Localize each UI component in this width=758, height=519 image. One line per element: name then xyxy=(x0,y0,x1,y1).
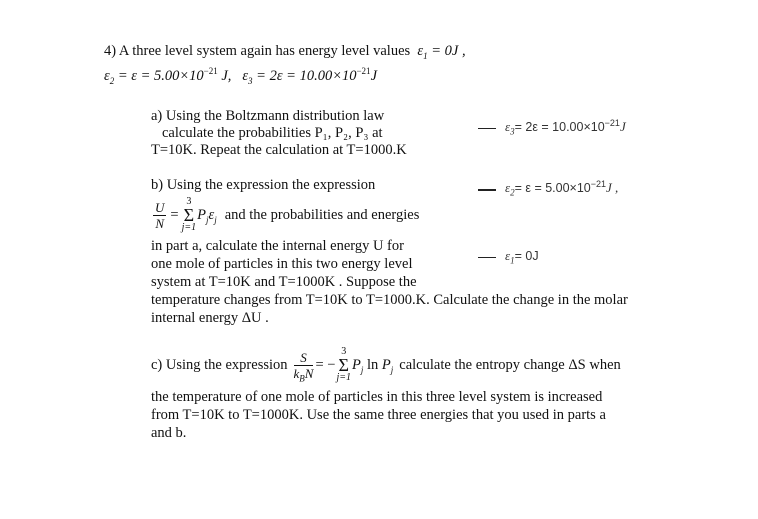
equals-minus: = − xyxy=(315,356,336,373)
epsilon-1-symbol: $\varepsilon_1$ xyxy=(413,43,428,61)
epsilon-3-symbol: $\varepsilon_3$ xyxy=(242,68,253,86)
part-c-line-3: from T=10K to T=1000K. Use the same three energies that you used in parts a xyxy=(151,407,606,423)
part-c-prefix: c) Using the expression xyxy=(151,356,288,373)
summation-symbol-c: 3 Σ j=1 xyxy=(336,346,351,383)
part-b-line-1: b) Using the expression the expression xyxy=(151,177,376,193)
level-2-line xyxy=(478,189,496,191)
sum-term: $P_j\varepsilon_j$ xyxy=(197,206,217,225)
equals-sign: = xyxy=(170,206,179,223)
problem-number: 4) xyxy=(104,43,117,59)
part-b-line-3: in part a, calculate the internal energy U for xyxy=(151,238,404,254)
epsilon-1-value: = 0J , xyxy=(431,43,466,59)
s-over-kbn-fraction: $\frac{S}{k_BN}$ xyxy=(293,349,314,384)
part-b-line-7: internal energy ΔU . xyxy=(151,310,269,326)
part-c-suffix: calculate the entropy change ΔS when xyxy=(399,356,621,373)
epsilon-2-unit: J, xyxy=(221,68,232,84)
u-over-n-fraction: $\frac{U}{N}$ xyxy=(155,199,165,231)
part-b-formula-line xyxy=(151,195,419,235)
level-2-label: $\varepsilon_2= \varepsilon = 5.00\times 10^{-21}J$ , xyxy=(505,178,619,198)
part-c-line-4: and b. xyxy=(151,425,187,441)
epsilon-3-unit: J xyxy=(370,68,377,84)
part-a-line-1: a) Using the Boltzmann distribution law xyxy=(151,108,385,124)
epsilon-2-value: = ε = 5.00×10 xyxy=(117,68,204,84)
part-c-formula-line xyxy=(151,344,621,386)
epsilon-2-exponent: −21 xyxy=(203,66,218,77)
level-3-label: $\varepsilon_3= 2\varepsilon = 10.00\times 10^{-21}J$ xyxy=(505,117,626,137)
part-b-line-6: temperature changes from T=10K to T=1000.K. Calculate the change in the molar xyxy=(151,292,628,308)
epsilon-3-value: = 2ε = 10.00×10 xyxy=(256,68,357,84)
energy-values-line xyxy=(104,68,377,85)
part-c-line-2: the temperature of one mole of particles in this three level system is increased xyxy=(151,389,603,405)
part-a-line-3: T=10K. Repeat the calculation at T=1000.K xyxy=(151,142,407,158)
part-b-line-5: system at T=10K and T=1000K . Suppose the xyxy=(151,274,417,290)
level-1-label: $\varepsilon_1= 0J$ xyxy=(505,248,539,266)
level-1-line xyxy=(478,257,496,258)
problem-intro: A three level system again has energy level values xyxy=(118,43,411,59)
part-b-line-4: one mole of particles in this two energy level xyxy=(151,256,413,272)
epsilon-3-exponent: −21 xyxy=(356,66,371,77)
entropy-term: $P_j$ $\ln P_j$ xyxy=(351,356,394,375)
part-a-line-2: calculate the probabilities P₁, P₂, P₃ at xyxy=(162,125,383,141)
problem-header xyxy=(104,43,466,60)
epsilon-2-symbol: $\varepsilon_2$ xyxy=(104,68,115,86)
summation-symbol: 3 Σ j=1 xyxy=(181,196,197,233)
level-3-line xyxy=(478,128,496,129)
part-b-after-formula: and the probabilities and energies xyxy=(224,206,420,223)
